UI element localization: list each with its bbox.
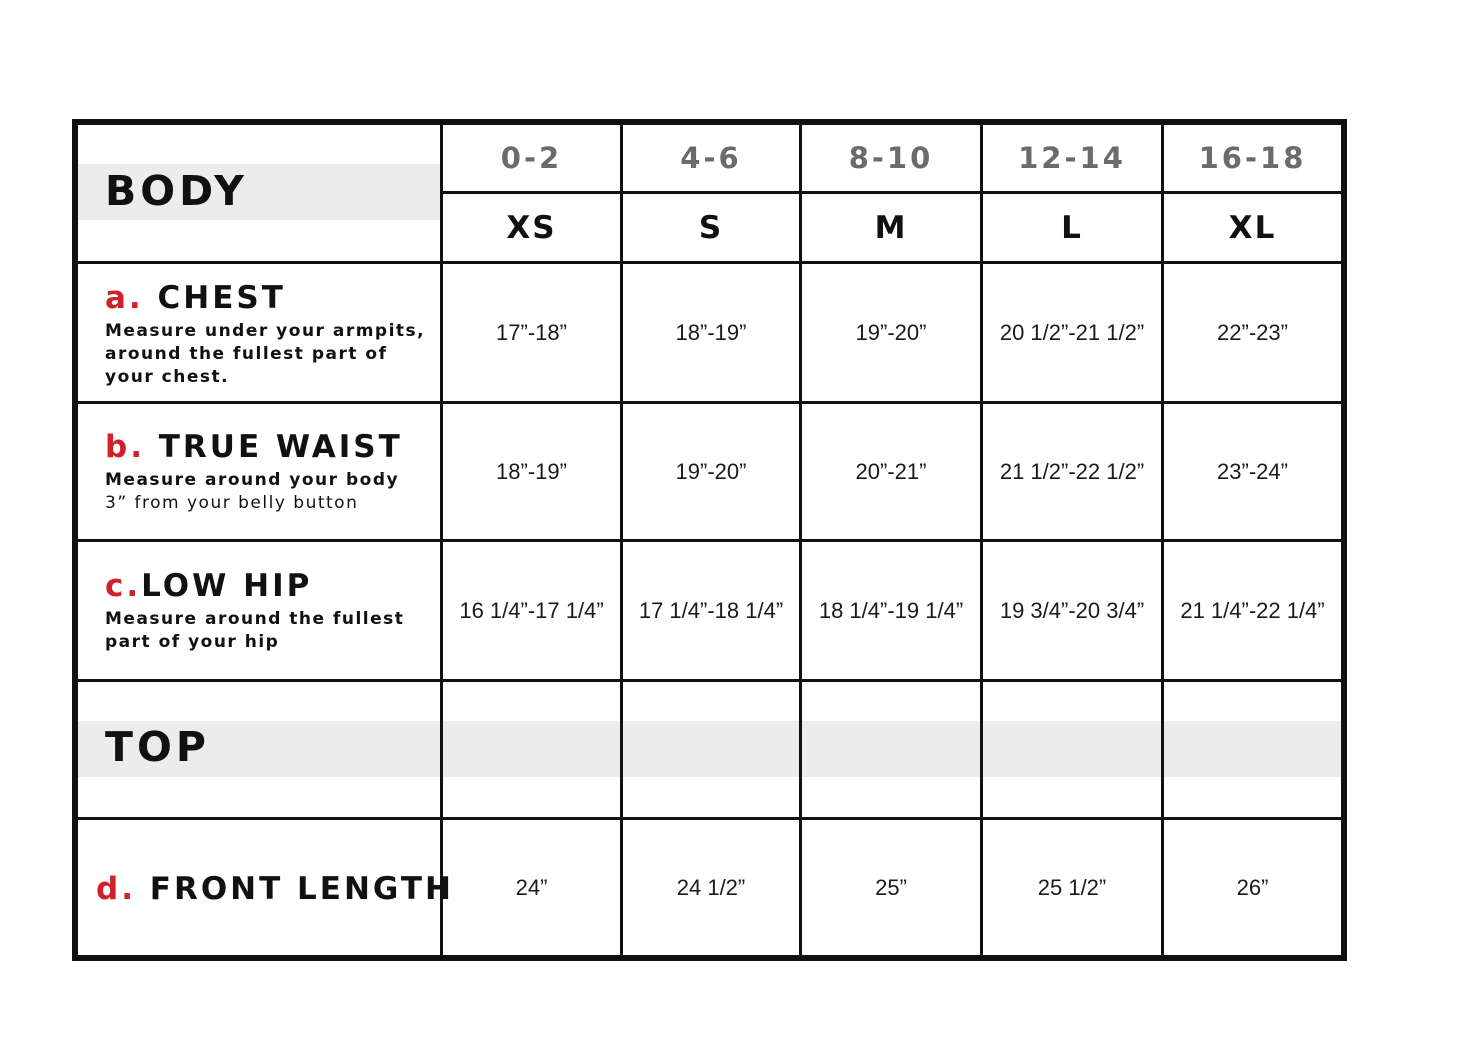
measurement-letter: d.: [96, 871, 136, 907]
front-length-value: 24”: [515, 874, 548, 900]
size-header: S: [698, 209, 724, 246]
front-length-value: 25 1/2”: [1037, 874, 1107, 900]
measurement-chest: [105, 280, 425, 389]
waist-value: 19”-20”: [675, 458, 747, 484]
measurement-instruction: Measure around the fullest: [105, 609, 405, 629]
waist-value: 23”-24”: [1217, 458, 1288, 484]
waist-value: 20”-21”: [855, 458, 927, 484]
top-section-title: TOP: [105, 723, 210, 771]
measurement-instruction: around the fullest part of: [105, 344, 388, 364]
age-range-header: 12-14: [1018, 141, 1126, 175]
chest-value: 18”-19”: [675, 319, 747, 345]
front-length-value: 25”: [875, 874, 907, 900]
measurement-instruction: Measure around your body: [105, 470, 400, 490]
waist-value: 21 1/2”-22 1/2”: [999, 458, 1145, 484]
measurement-true-waist: [105, 429, 403, 515]
front-length-value: 26”: [1236, 874, 1269, 900]
measurement-name: CHEST: [157, 280, 286, 316]
measurement-name: LOW HIP: [141, 568, 313, 604]
top-section-band: [78, 721, 1341, 777]
measurement-instruction: part of your hip: [105, 632, 280, 652]
chest-value: 22”-23”: [1217, 319, 1288, 345]
hip-value: 16 1/4”-17 1/4”: [459, 597, 604, 623]
chest-value: 19”-20”: [855, 319, 927, 345]
age-range-header: 16-18: [1198, 141, 1307, 175]
size-header: XL: [1228, 209, 1277, 246]
hip-value: 19 3/4”-20 3/4”: [999, 597, 1145, 623]
waist-value: 18”-19”: [496, 458, 567, 484]
size-header: L: [1061, 209, 1083, 246]
measurement-name: FRONT LENGTH: [149, 871, 454, 907]
size-header: XS: [506, 209, 557, 246]
measurement-front-length: [96, 871, 454, 907]
hip-value: 18 1/4”-19 1/4”: [818, 597, 964, 623]
measurement-letter: c.: [105, 568, 142, 604]
measurement-note: 3” from your belly button: [105, 493, 359, 513]
front-length-value: 24 1/2”: [676, 874, 746, 900]
body-section-title: BODY: [105, 167, 248, 215]
hip-value: 17 1/4”-18 1/4”: [638, 597, 784, 623]
measurement-name: TRUE WAIST: [158, 429, 403, 465]
hip-value: 21 1/4”-22 1/4”: [1180, 597, 1325, 623]
size-header: M: [874, 209, 908, 246]
age-range-header: 0-2: [500, 141, 563, 175]
chest-value: 17”-18”: [496, 319, 567, 345]
age-range-header: 8-10: [848, 141, 934, 175]
age-range-header: 4-6: [680, 141, 742, 175]
measurement-instruction: Measure under your armpits,: [105, 321, 426, 341]
measurement-letter: b.: [105, 429, 145, 465]
grid-line-horizontal: [78, 679, 1341, 682]
measurement-instruction: your chest.: [105, 367, 230, 387]
chest-value: 20 1/2”-21 1/2”: [999, 319, 1145, 345]
size-chart-table: [72, 119, 1347, 961]
measurement-letter: a.: [105, 280, 144, 316]
measurement-low-hip: [105, 568, 404, 654]
